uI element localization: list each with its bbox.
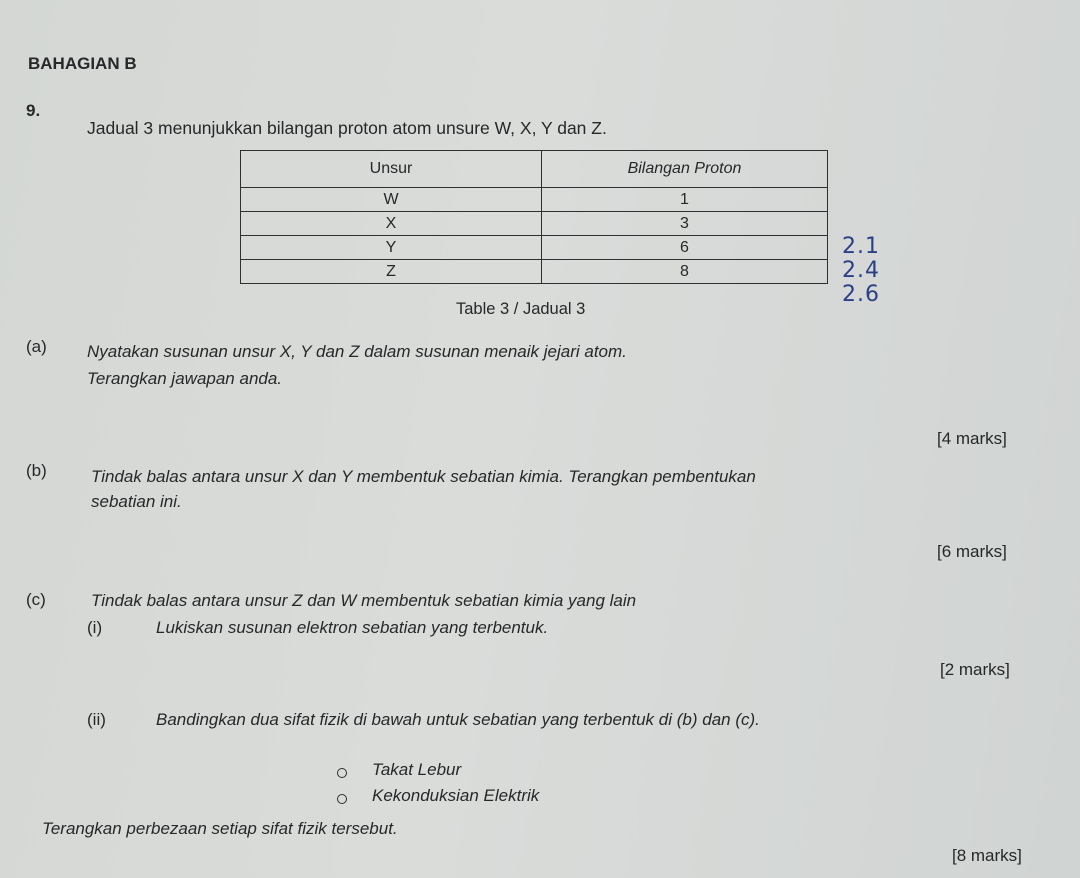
handwritten-note: 2.6 (842, 282, 880, 307)
bullet-takat-lebur: Takat Lebur (372, 760, 462, 779)
question-intro: Jadual 3 menunjukkan bilangan proton atom unsure W, X, Y dan Z. (87, 118, 607, 138)
bullet-circle-icon (337, 794, 347, 804)
table-cell-unsur: W (241, 188, 542, 212)
part-c-label: (c) (26, 590, 46, 609)
table-cell-proton: 6 (542, 236, 828, 260)
part-c-i-marks: [2 marks] (940, 660, 1010, 679)
part-c-ii-text: Bandingkan dua sifat fizik di bawah untuk sebatian yang terbentuk di (b) dan (c). (156, 710, 760, 729)
table-cell-proton: 3 (542, 212, 828, 236)
part-c-i-text: Lukiskan susunan elektron sebatian yang terbentuk. (156, 618, 549, 637)
table-row (241, 236, 828, 260)
part-a-line2: Terangkan jawapan anda. (87, 369, 283, 388)
table-row (241, 188, 828, 212)
table-header-row (241, 151, 828, 188)
table-cell-unsur: Y (241, 236, 542, 260)
part-a-line1: Nyatakan susunan unsur X, Y dan Z dalam susunan menaik jejari atom. (87, 342, 627, 361)
part-c-line1: Tindak balas antara unsur Z dan W membentuk sebatian kimia yang lain (91, 591, 637, 610)
part-c-ii-label: (ii) (87, 710, 106, 729)
part-b-line2: sebatian ini. (91, 492, 182, 511)
table-header-proton: Bilangan Proton (542, 151, 828, 188)
part-b-line1: Tindak balas antara unsur X dan Y membentuk sebatian kimia. Terangkan pembentukan (91, 467, 756, 486)
table-header-unsur: Unsur (241, 151, 542, 188)
table-cell-unsur: Z (241, 260, 542, 284)
bullet-circle-icon (337, 768, 347, 778)
question-number: 9. (26, 101, 41, 120)
part-a-marks: [4 marks] (937, 429, 1007, 448)
proton-table (240, 150, 828, 284)
part-b-label: (b) (26, 461, 47, 480)
part-a-label: (a) (26, 337, 47, 356)
table-caption: Table 3 / Jadual 3 (456, 300, 586, 318)
part-c-ii-closing: Terangkan perbezaan setiap sifat fizik tersebut. (42, 819, 398, 838)
table-cell-proton: 8 (542, 260, 828, 284)
bullet-kekonduksian: Kekonduksian Elektrik (372, 786, 540, 805)
section-title: BAHAGIAN B (28, 54, 137, 73)
handwritten-note: 2.1 (842, 234, 880, 259)
part-c-i-label: (i) (87, 618, 103, 637)
part-b-marks: [6 marks] (937, 542, 1007, 561)
handwritten-note: 2.4 (842, 258, 880, 283)
table-cell-proton: 1 (542, 188, 828, 212)
part-c-ii-marks: [8 marks] (952, 846, 1022, 865)
table-row (241, 212, 828, 236)
table-row (241, 260, 828, 284)
table-cell-unsur: X (241, 212, 542, 236)
